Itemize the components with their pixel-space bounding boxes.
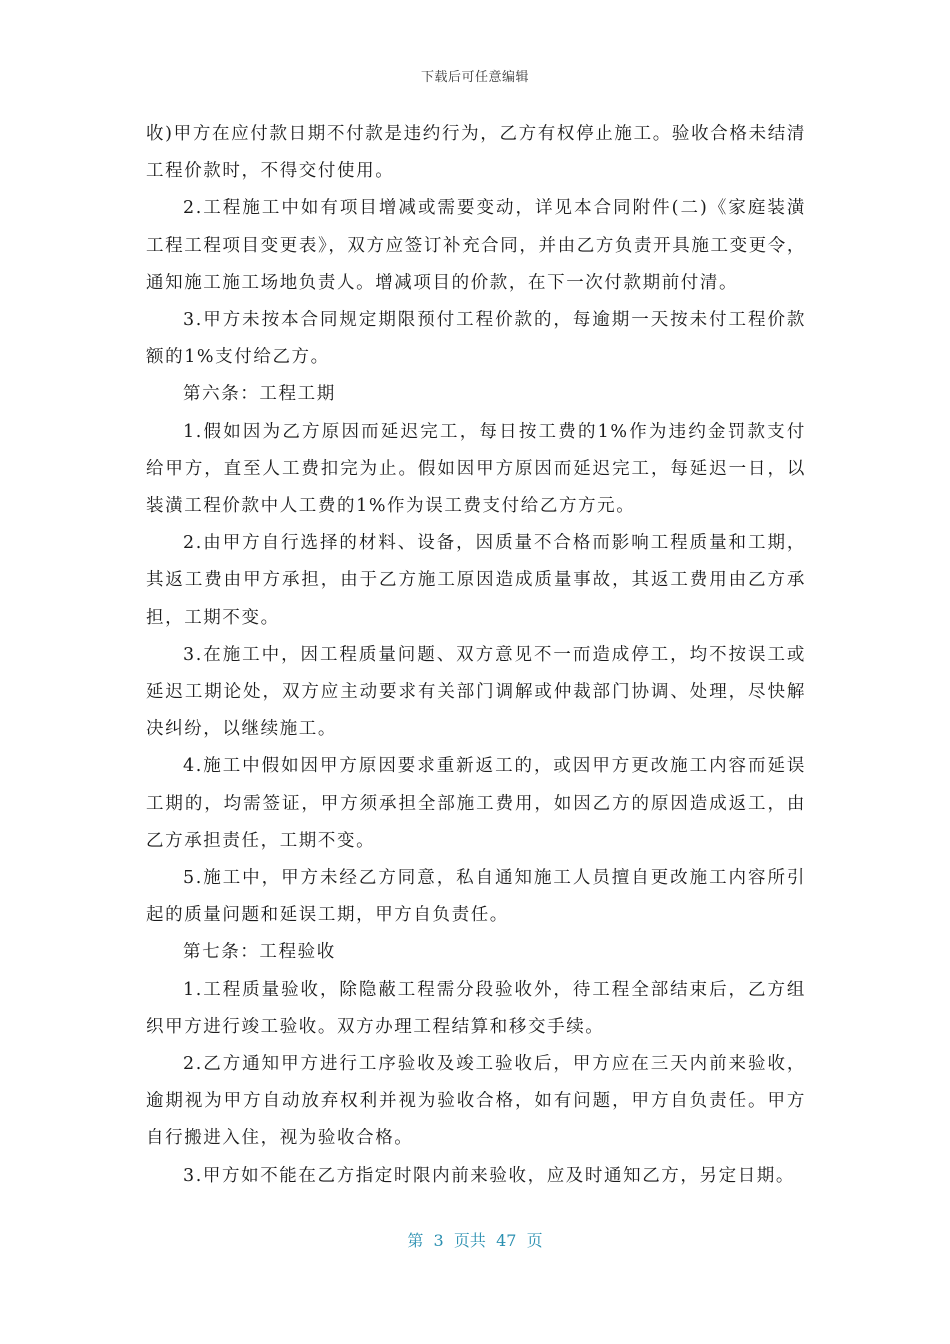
document-body bbox=[146, 116, 806, 1195]
paragraph: 2.乙方通知甲方进行工序验收及竣工验收后，甲方应在三天内前来验收，逾期视为甲方自动放弃权利并视为验收合格，如有问题，甲方自负责任。甲方自行搬进入住，视为验收合格。 bbox=[146, 1054, 806, 1149]
paragraph: 1.假如因为乙方原因而延迟完工，每日按工费的1%作为违约金罚款支付给甲方，直至人工费扣完为止。假如因甲方原因而延迟完工，每延迟一日，以装潢工程价款中人工费的1%作为误工费支付给乙方方元。 bbox=[146, 421, 806, 517]
paragraph: 1.工程质量验收，除隐蔽工程需分段验收外，待工程全部结束后，乙方组织甲方进行竣工验收。双方办理工程结算和移交手续。 bbox=[146, 979, 806, 1037]
paragraph: 2.由甲方自行选择的材料、设备，因质量不合格而影响工程质量和工期，其返工费由甲方承担，由于乙方施工原因造成质量事故，其返工费用由乙方承担，工期不变。 bbox=[146, 533, 806, 628]
paragraph: 4.施工中假如因甲方原因要求重新返工的，或因甲方更改施工内容而延误工期的，均需签证，甲方须承担全部施工费用，如因乙方的原因造成返工，由乙方承担责任，工期不变。 bbox=[146, 756, 806, 851]
paragraph: 收)甲方在应付款日期不付款是违约行为，乙方有权停止施工。验收合格未结清工程价款时，不得交付使用。 bbox=[146, 124, 806, 182]
paragraph: 3.在施工中，因工程质量问题、双方意见不一而造成停工，均不按误工或延迟工期论处，双方应主动要求有关部门调解或仲裁部门协调、处理，尽快解决纠纷，以继续施工。 bbox=[146, 644, 806, 740]
paragraph: 3.甲方未按本合同规定期限预付工程价款的，每逾期一天按未付工程价款额的1%支付给乙方。 bbox=[146, 310, 806, 368]
header-note: 下载后可任意编辑 bbox=[420, 70, 529, 85]
paragraph: 3.甲方如不能在乙方指定时限内前来验收，应及时通知乙方，另定日期。 bbox=[183, 1165, 795, 1186]
page-footer: 第 3 页共 47 页 bbox=[407, 1231, 543, 1250]
paragraph: 2.工程施工中如有项目增减或需要变动，详见本合同附件(二)《家庭装潢工程工程项目变更表》，双方应签订补充合同，并由乙方负责开具施工变更令，通知施工施工场地负责人。增减项目的价款，在下一次付款期前付清。 bbox=[146, 198, 806, 293]
section-heading: 第六条：工程工期 bbox=[183, 384, 336, 405]
section-heading: 第七条：工程验收 bbox=[183, 942, 336, 963]
paragraph: 5.施工中，甲方未经乙方同意，私自通知施工人员擅自更改施工内容所引起的质量问题和延误工期，甲方自负责任。 bbox=[146, 868, 806, 926]
